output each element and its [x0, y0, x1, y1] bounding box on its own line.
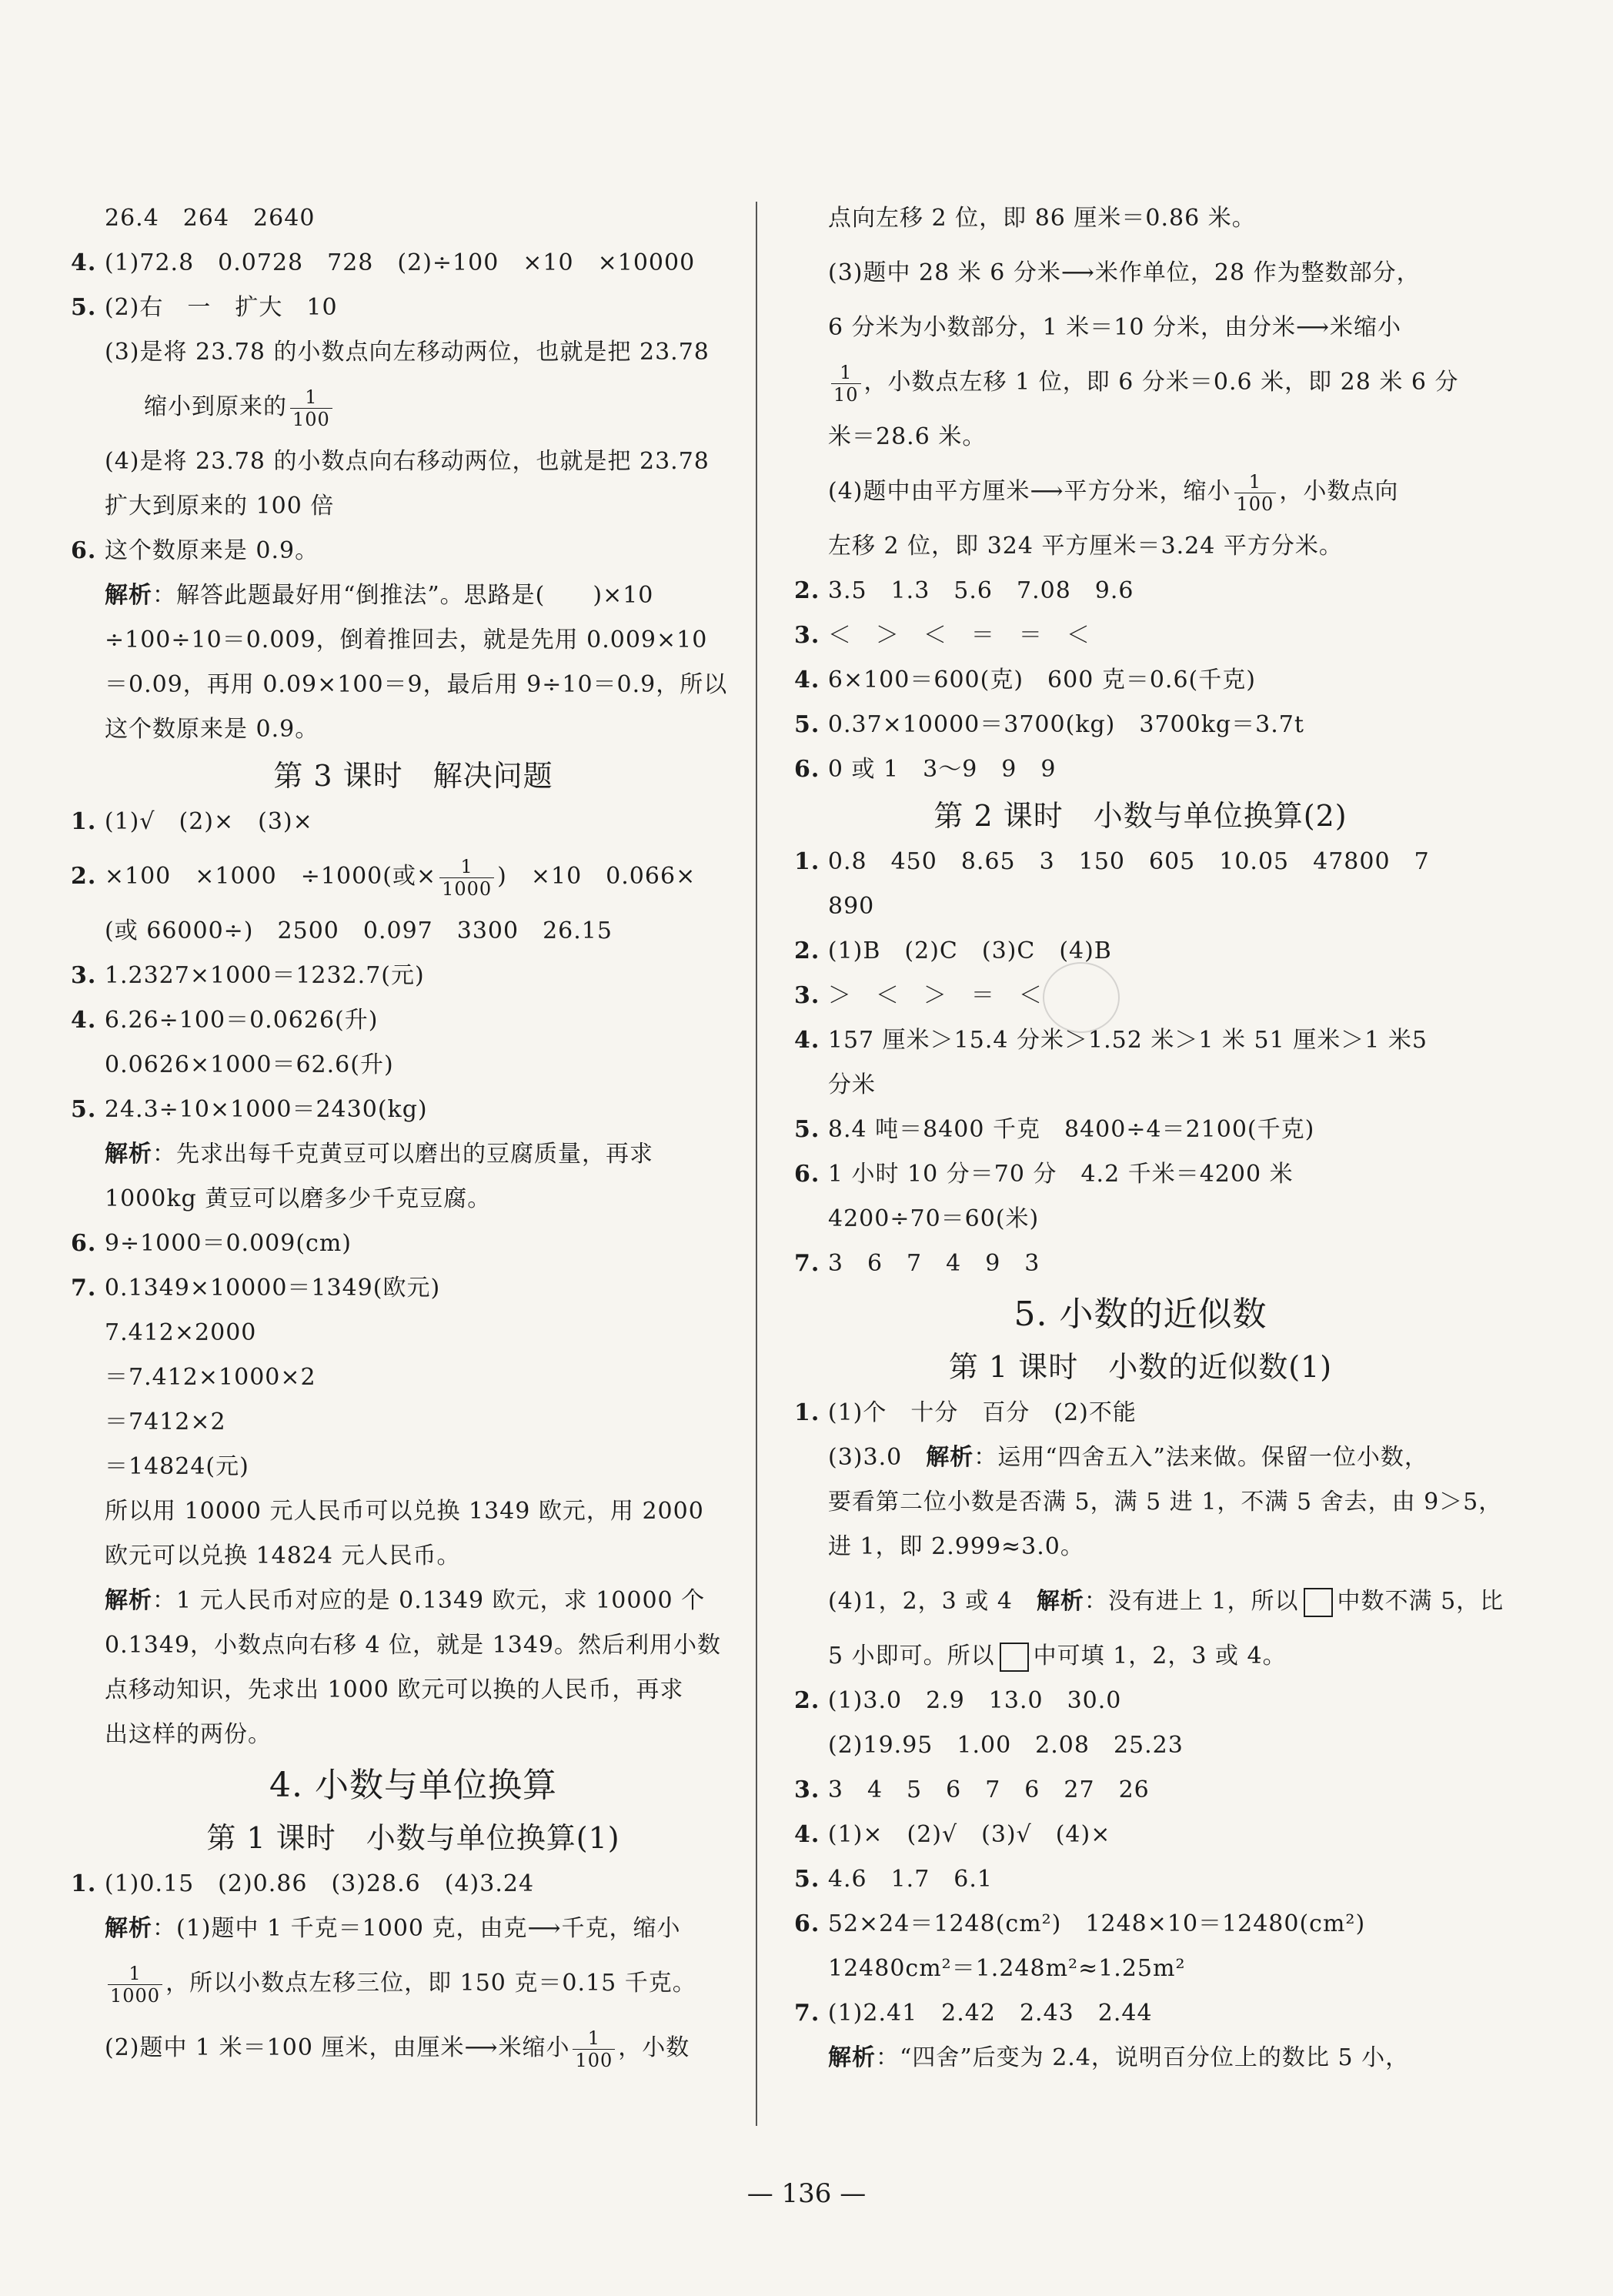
answer-line [71, 800, 756, 844]
analysis-text: ：解答此题最好用“倒推法”。思路是( )×10 [152, 582, 654, 609]
analysis-line [794, 2036, 1487, 2080]
answer-text: 6×100＝600(克) 600 克＝0.6(千克) [827, 667, 1256, 693]
answer-text: 8.4 吨＝8400 千克 8400÷4＝2100(千克) [827, 1116, 1315, 1143]
analysis-line: 出这样的两份。 [105, 1721, 272, 1748]
analysis-text: ：(1)题中 1 千克＝1000 克，由克⟶千克，缩小 [152, 1915, 681, 1942]
item-number: 4. [794, 667, 820, 693]
item-number: 6. [794, 1161, 820, 1188]
analysis-line: 0.1349，小数点向右移 4 位，就是 1349。然后利用小数 [105, 1632, 722, 1659]
denominator: 100 [575, 2049, 613, 2071]
analysis-text: ：“四舍”后变为 2.4，说明百分位上的数比 5 小， [876, 2044, 1410, 2071]
blank-box [1000, 1643, 1029, 1672]
analysis-label: 解析 [105, 1587, 152, 1614]
answer-line: 0.0626×1000＝62.6(升) [105, 1051, 394, 1078]
answer-line [71, 998, 756, 1043]
answer-line [794, 1902, 1487, 1947]
fraction [290, 386, 332, 430]
answer-text: 6.26÷100＝0.0626(升) [104, 1007, 379, 1034]
answer-text: 157 厘米＞15.4 分米＞1.52 米＞1 米 51 厘米＞1 米5 [827, 1027, 1428, 1054]
item-number: 1. [71, 1870, 97, 1897]
analysis-text: 5 小即可。所以 [828, 1643, 995, 1669]
answer-text: (1)3.0 2.9 13.0 30.0 [827, 1687, 1122, 1714]
analysis-line: 米＝28.6 米。 [828, 423, 987, 450]
answer-line: ＝7412×2 [105, 1409, 226, 1435]
item-number: 5. [794, 1866, 820, 1893]
answer-text: 1.2327×1000＝1232.7(元) [104, 962, 425, 989]
numerator: 1 [831, 362, 861, 384]
lesson-heading: 第 2 课时 小数与单位换算(2) [933, 799, 1348, 833]
answer-text: (1)72.8 0.0728 728 (2)÷100 ×10 ×10000 [104, 249, 696, 276]
answer-line: 890 [828, 893, 875, 920]
blank-box [1304, 1588, 1333, 1617]
answer-text: 3 6 7 4 9 3 [827, 1250, 1040, 1277]
analysis-line [71, 1579, 756, 1623]
item-number: 2. [794, 577, 820, 604]
denominator: 10 [833, 383, 859, 406]
item-number: 6. [71, 1230, 97, 1257]
analysis-text: ：运用“四舍五入”法来做。保留一位小数， [973, 1444, 1428, 1471]
analysis-line: 这个数原来是 0.9。 [105, 716, 319, 743]
answer-text: 缩小到原来的 [144, 393, 287, 420]
analysis-line [71, 1951, 756, 2016]
answer-text: 0.1349×10000＝1349(欧元) [104, 1275, 441, 1302]
column-divider [756, 202, 757, 2126]
answer-line [71, 844, 756, 909]
answer-line [794, 703, 1487, 747]
item-number: 3. [794, 622, 820, 649]
analysis-text: ，小数点左移 1 位，即 6 分米＝0.6 米，即 28 米 6 分 [863, 369, 1459, 396]
answer-text: 这个数原来是 0.9。 [104, 537, 319, 564]
analysis-line [794, 460, 1487, 524]
analysis-line [794, 1634, 1487, 1679]
analysis-line: ＝0.09，再用 0.09×100＝9，最后用 9÷10＝0.9，所以 [105, 671, 728, 698]
analysis-line [794, 350, 1487, 415]
answer-text: 0.8 450 8.65 3 150 605 10.05 47800 7 [827, 848, 1430, 875]
analysis-line: 要看第二位小数是否满 5，满 5 进 1，不满 5 舍去，由 9＞5， [828, 1489, 1503, 1516]
answer-line [794, 613, 1487, 658]
answer-text: 4.6 1.7 6.1 [827, 1866, 994, 1893]
answer-line: (4)是将 23.78 的小数点向右移动两位，也就是把 23.78 [105, 448, 710, 475]
answer-text: (2)右 一 扩大 10 [104, 294, 338, 321]
analysis-line [71, 1132, 756, 1177]
answer-line: 欧元可以兑换 14824 元人民币。 [105, 1542, 461, 1569]
analysis-text: ，小数 [618, 2034, 690, 2061]
item-number: 7. [794, 1250, 820, 1277]
analysis-text: ，小数点向 [1279, 478, 1399, 505]
analysis-line: 进 1，即 2.999≈3.0。 [828, 1533, 1084, 1560]
item-number: 4. [71, 1007, 97, 1034]
item-number: 1. [794, 848, 820, 875]
answer-line: 分米 [828, 1071, 876, 1098]
item-number: 2. [71, 863, 97, 890]
answer-text: 24.3÷10×1000＝2430(kg) [104, 1096, 428, 1123]
answer-text: ＞ ＜ ＞ ＝ ＜ [827, 982, 1043, 1009]
section-heading: 5. 小数的近似数 [1014, 1295, 1267, 1334]
analysis-line: 点移动知识，先求出 1000 欧元可以换的人民币，再求 [105, 1676, 684, 1703]
item-number: 6. [71, 537, 97, 564]
answer-line: 扩大到原来的 100 倍 [105, 493, 335, 520]
answer-text: (1)2.41 2.42 2.43 2.44 [827, 2000, 1153, 2027]
answer-line [794, 974, 1487, 1018]
analysis-line [794, 1435, 1487, 1480]
analysis-text: 中可填 1，2，3 或 4。 [1033, 1643, 1287, 1669]
answer-text: (1)B (2)C (3)C (4)B [827, 937, 1112, 964]
answer-line: 4200÷70＝60(米) [828, 1205, 1040, 1232]
fraction [439, 856, 494, 900]
answer-text: 1 小时 10 分＝70 分 4.2 千米＝4200 米 [827, 1161, 1294, 1188]
numerator: 1 [573, 2027, 615, 2050]
answer-text: (1)× (2)√ (3)√ (4)× [827, 1821, 1111, 1848]
item-number: 3. [71, 962, 97, 989]
fraction [108, 1963, 162, 2007]
answer-line [794, 1768, 1487, 1813]
answer-line [794, 1242, 1487, 1286]
answer-text: (1)个 十分 百分 (2)不能 [827, 1399, 1137, 1426]
answer-line [794, 1108, 1487, 1152]
fraction [831, 362, 861, 406]
answer-line [794, 1391, 1487, 1435]
answer-line [794, 658, 1487, 703]
answer-line [71, 1266, 756, 1311]
analysis-label: 解析 [105, 1141, 152, 1168]
section-heading: 4. 小数与单位换算 [269, 1766, 557, 1805]
numerator: 1 [439, 856, 494, 878]
item-number: 5. [71, 294, 97, 321]
answer-line [71, 1862, 756, 1907]
fraction [1234, 471, 1277, 515]
answer-line: 所以用 10000 元人民币可以兑换 1349 欧元，用 2000 [105, 1498, 704, 1525]
analysis-label: 解析 [828, 2044, 876, 2071]
answer-line [794, 569, 1487, 613]
answer-line: ＝7.412×1000×2 [105, 1364, 316, 1391]
lesson-heading: 第 3 课时 解决问题 [273, 759, 553, 793]
page-number: — 136 — [746, 2178, 867, 2209]
answer-text: (3)3.0 [828, 1444, 927, 1471]
watermark-stamp [1043, 962, 1120, 1033]
analysis-text: (4)题中由平方厘米⟶平方分米，缩小 [828, 478, 1231, 505]
answer-line [794, 1018, 1487, 1063]
item-number: 7. [794, 2000, 820, 2027]
item-number: 4. [71, 249, 97, 276]
answer-text: 3 4 5 6 7 6 27 26 [827, 1776, 1150, 1803]
analysis-label: 解析 [1036, 1588, 1084, 1615]
numerator: 1 [108, 1963, 162, 1985]
item-number: 5. [71, 1096, 97, 1123]
item-number: 3. [794, 982, 820, 1009]
analysis-line [71, 1907, 756, 1951]
answer-line [794, 747, 1487, 792]
analysis-text: ：1 元人民币对应的是 0.1349 欧元，求 10000 个 [152, 1587, 706, 1614]
answer-text: (1)0.15 (2)0.86 (3)28.6 (4)3.24 [104, 1870, 535, 1897]
item-number: 6. [794, 756, 820, 783]
item-number: 1. [794, 1399, 820, 1426]
answer-line [71, 375, 756, 439]
analysis-line: 左移 2 位，即 324 平方厘米＝3.24 平方分米。 [828, 533, 1343, 560]
answer-text: (1)√ (2)× (3)× [104, 808, 313, 835]
answer-line: 12480cm²＝1.248m²≈1.25m² [828, 1955, 1186, 1982]
answer-line: (3)是将 23.78 的小数点向左移动两位，也就是把 23.78 [105, 339, 710, 366]
analysis-line: ÷100÷10＝0.009，倒着推回去，就是先用 0.009×10 [105, 627, 708, 653]
answer-text: ) ×10 0.066× [497, 863, 696, 890]
analysis-line [71, 2016, 756, 2080]
answer-line: ＝14824(元) [105, 1453, 249, 1480]
answer-line [71, 529, 756, 573]
item-number: 4. [794, 1821, 820, 1848]
analysis-text: ，所以小数点左移三位，即 150 克＝0.15 千克。 [165, 1970, 696, 1997]
answer-line [794, 1991, 1487, 2036]
answer-line [71, 241, 756, 286]
answer-line [794, 840, 1487, 884]
answer-line [71, 1088, 756, 1132]
item-number: 7. [71, 1275, 97, 1302]
analysis-label: 解析 [105, 582, 152, 609]
analysis-text: 中数不满 5，比 [1337, 1588, 1504, 1615]
analysis-text: ：先求出每千克黄豆可以磨出的豆腐质量，再求 [152, 1141, 653, 1168]
answer-text: 0.37×10000＝3700(kg) 3700kg＝3.7t [827, 711, 1304, 738]
item-number: 5. [794, 711, 820, 738]
analysis-line [794, 1569, 1504, 1634]
answer-line [71, 954, 756, 998]
answer-line [794, 1857, 1487, 1902]
denominator: 100 [1236, 493, 1274, 515]
answer-line [71, 286, 756, 330]
item-number: 4. [794, 1027, 820, 1054]
analysis-line: 6 分米为小数部分，1 米＝10 分米，由分米⟶米缩小 [828, 314, 1401, 341]
item-number: 1. [71, 808, 97, 835]
answer-line [794, 929, 1487, 974]
answer-line [71, 1222, 756, 1266]
item-number: 5. [794, 1116, 820, 1143]
denominator: 1000 [110, 1984, 161, 2007]
item-number: 6. [794, 1910, 820, 1937]
answer-line: 7.412×2000 [105, 1319, 257, 1346]
right-column [794, 196, 1504, 2080]
answer-line [794, 1813, 1487, 1857]
analysis-label: 解析 [105, 1915, 152, 1942]
item-number: 2. [794, 937, 820, 964]
analysis-line [71, 573, 756, 618]
lesson-heading: 第 1 课时 小数的近似数(1) [948, 1350, 1333, 1384]
answer-text: 0 或 1 3～9 9 9 [827, 756, 1057, 783]
answer-line: 26.4 264 2640 [105, 205, 316, 232]
analysis-label: 解析 [926, 1444, 974, 1471]
denominator: 1000 [442, 877, 493, 900]
answer-line: (2)19.95 1.00 2.08 25.23 [828, 1732, 1184, 1759]
answer-line [794, 1679, 1487, 1723]
answer-text: 9÷1000＝0.009(cm) [104, 1230, 352, 1257]
analysis-line: 点向左移 2 位，即 86 厘米＝0.86 米。 [828, 205, 1256, 232]
left-column [71, 196, 756, 2080]
answer-text: 52×24＝1248(cm²) 1248×10＝12480(cm²) [827, 1910, 1366, 1937]
answer-text: ＜ ＞ ＜ ＝ ＝ ＜ [827, 622, 1090, 649]
answer-text: 3.5 1.3 5.6 7.08 9.6 [827, 577, 1134, 604]
analysis-text: (2)题中 1 米＝100 厘米，由厘米⟶米缩小 [105, 2034, 570, 2061]
analysis-line: 1000kg 黄豆可以磨多少千克豆腐。 [105, 1185, 492, 1212]
item-number: 2. [794, 1687, 820, 1714]
item-number: 3. [794, 1776, 820, 1803]
numerator: 1 [1234, 471, 1277, 493]
numerator: 1 [290, 386, 332, 409]
answer-text: (4)1，2，3 或 4 [828, 1588, 1037, 1615]
lesson-heading: 第 1 课时 小数与单位换算(1) [206, 1821, 620, 1855]
answer-line [794, 1152, 1487, 1197]
denominator: 100 [292, 408, 330, 430]
analysis-line: (3)题中 28 米 6 分米⟶米作单位，28 作为整数部分， [828, 259, 1421, 286]
answer-text: ×100 ×1000 ÷1000(或× [104, 863, 437, 890]
fraction [573, 2027, 615, 2071]
answer-line: (或 66000÷) 2500 0.097 3300 26.15 [105, 917, 613, 944]
analysis-text: ：没有进上 1，所以 [1084, 1588, 1299, 1615]
